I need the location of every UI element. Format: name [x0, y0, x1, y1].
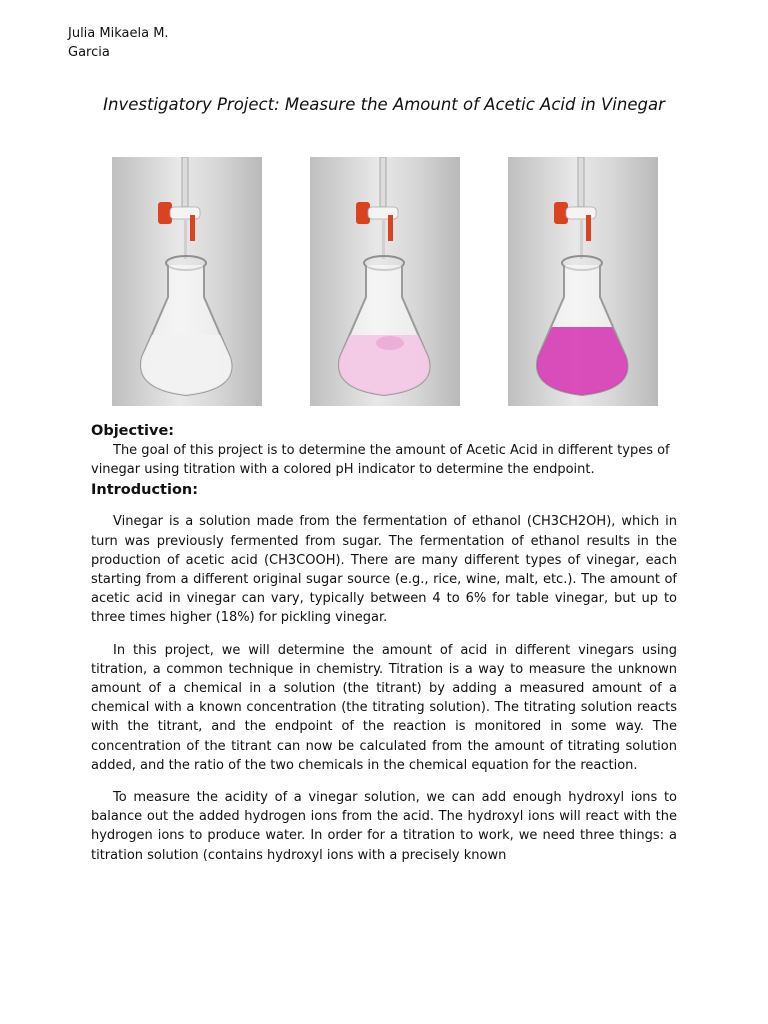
flask-illustration-1	[112, 157, 262, 406]
introduction-heading: Introduction:	[91, 482, 199, 499]
author-line-2: Garcia	[68, 45, 110, 60]
flask-liquid-3	[537, 327, 628, 395]
flask-liquid-1	[141, 335, 232, 395]
intro-paragraph-1: Vinegar is a solution made from the fermentation of ethanol (CH3CH2OH), which in turn was previously fermented from sugar. The fermentation of ethanol results in the production of acetic acid (CH3COOH). There are many different types of vinegar, each starting from a different original sugar source (e.g., rice, wine, malt, etc.). The amount of acetic acid in vinegar can vary, typically between 4 to 6% for table vinegar, but up to three times higher (18%) for pickling vinegar.	[91, 514, 677, 626]
document-body	[91, 421, 677, 865]
flask-illustration-3	[508, 157, 658, 406]
author-line-1: Julia Mikaela M.	[68, 26, 169, 41]
intro-paragraph-2: In this project, we will determine the amount of acid in different vinegars using titration, a common technique in chemistry. Titration is a way to measure the unknown amount of a chemical in a solution (the titrant) by adding a measured amount of a chemical with a known concentration (the titrating solution). The titrating solution reacts with the titrant, and the endpoint of the reaction is monitored in some way. The concentration of the titrant can now be calculated from the amount of titrating solution added, and the ratio of the two chemicals in the chemical equation for the reaction.	[91, 642, 677, 773]
flask-photo-clear	[112, 157, 262, 406]
document-title: Investigatory Project: Measure the Amount of Acetic Acid in Vinegar	[103, 95, 665, 114]
flask-illustration-2	[310, 157, 460, 406]
titration-photos	[112, 157, 658, 406]
author-name	[68, 24, 169, 62]
objective-text: The goal of this project is to determine the amount of Acetic Acid in different types of vinegar using titration with a colored pH indicator to determine the endpoint.	[91, 443, 670, 478]
flask-photo-magenta	[508, 157, 658, 406]
intro-paragraph-3: To measure the acidity of a vinegar solution, we can add enough hydroxyl ions to balance out the added hydrogen ions from the acid. The hydroxyl ions will react with the hydrogen ions to produce water. In order for a titration to work, we need three things: a titration solution (contains hydroxyl ions with a precisely known	[91, 790, 677, 863]
flask-photo-light-pink	[310, 157, 460, 406]
objective-heading: Objective:	[91, 423, 175, 439]
